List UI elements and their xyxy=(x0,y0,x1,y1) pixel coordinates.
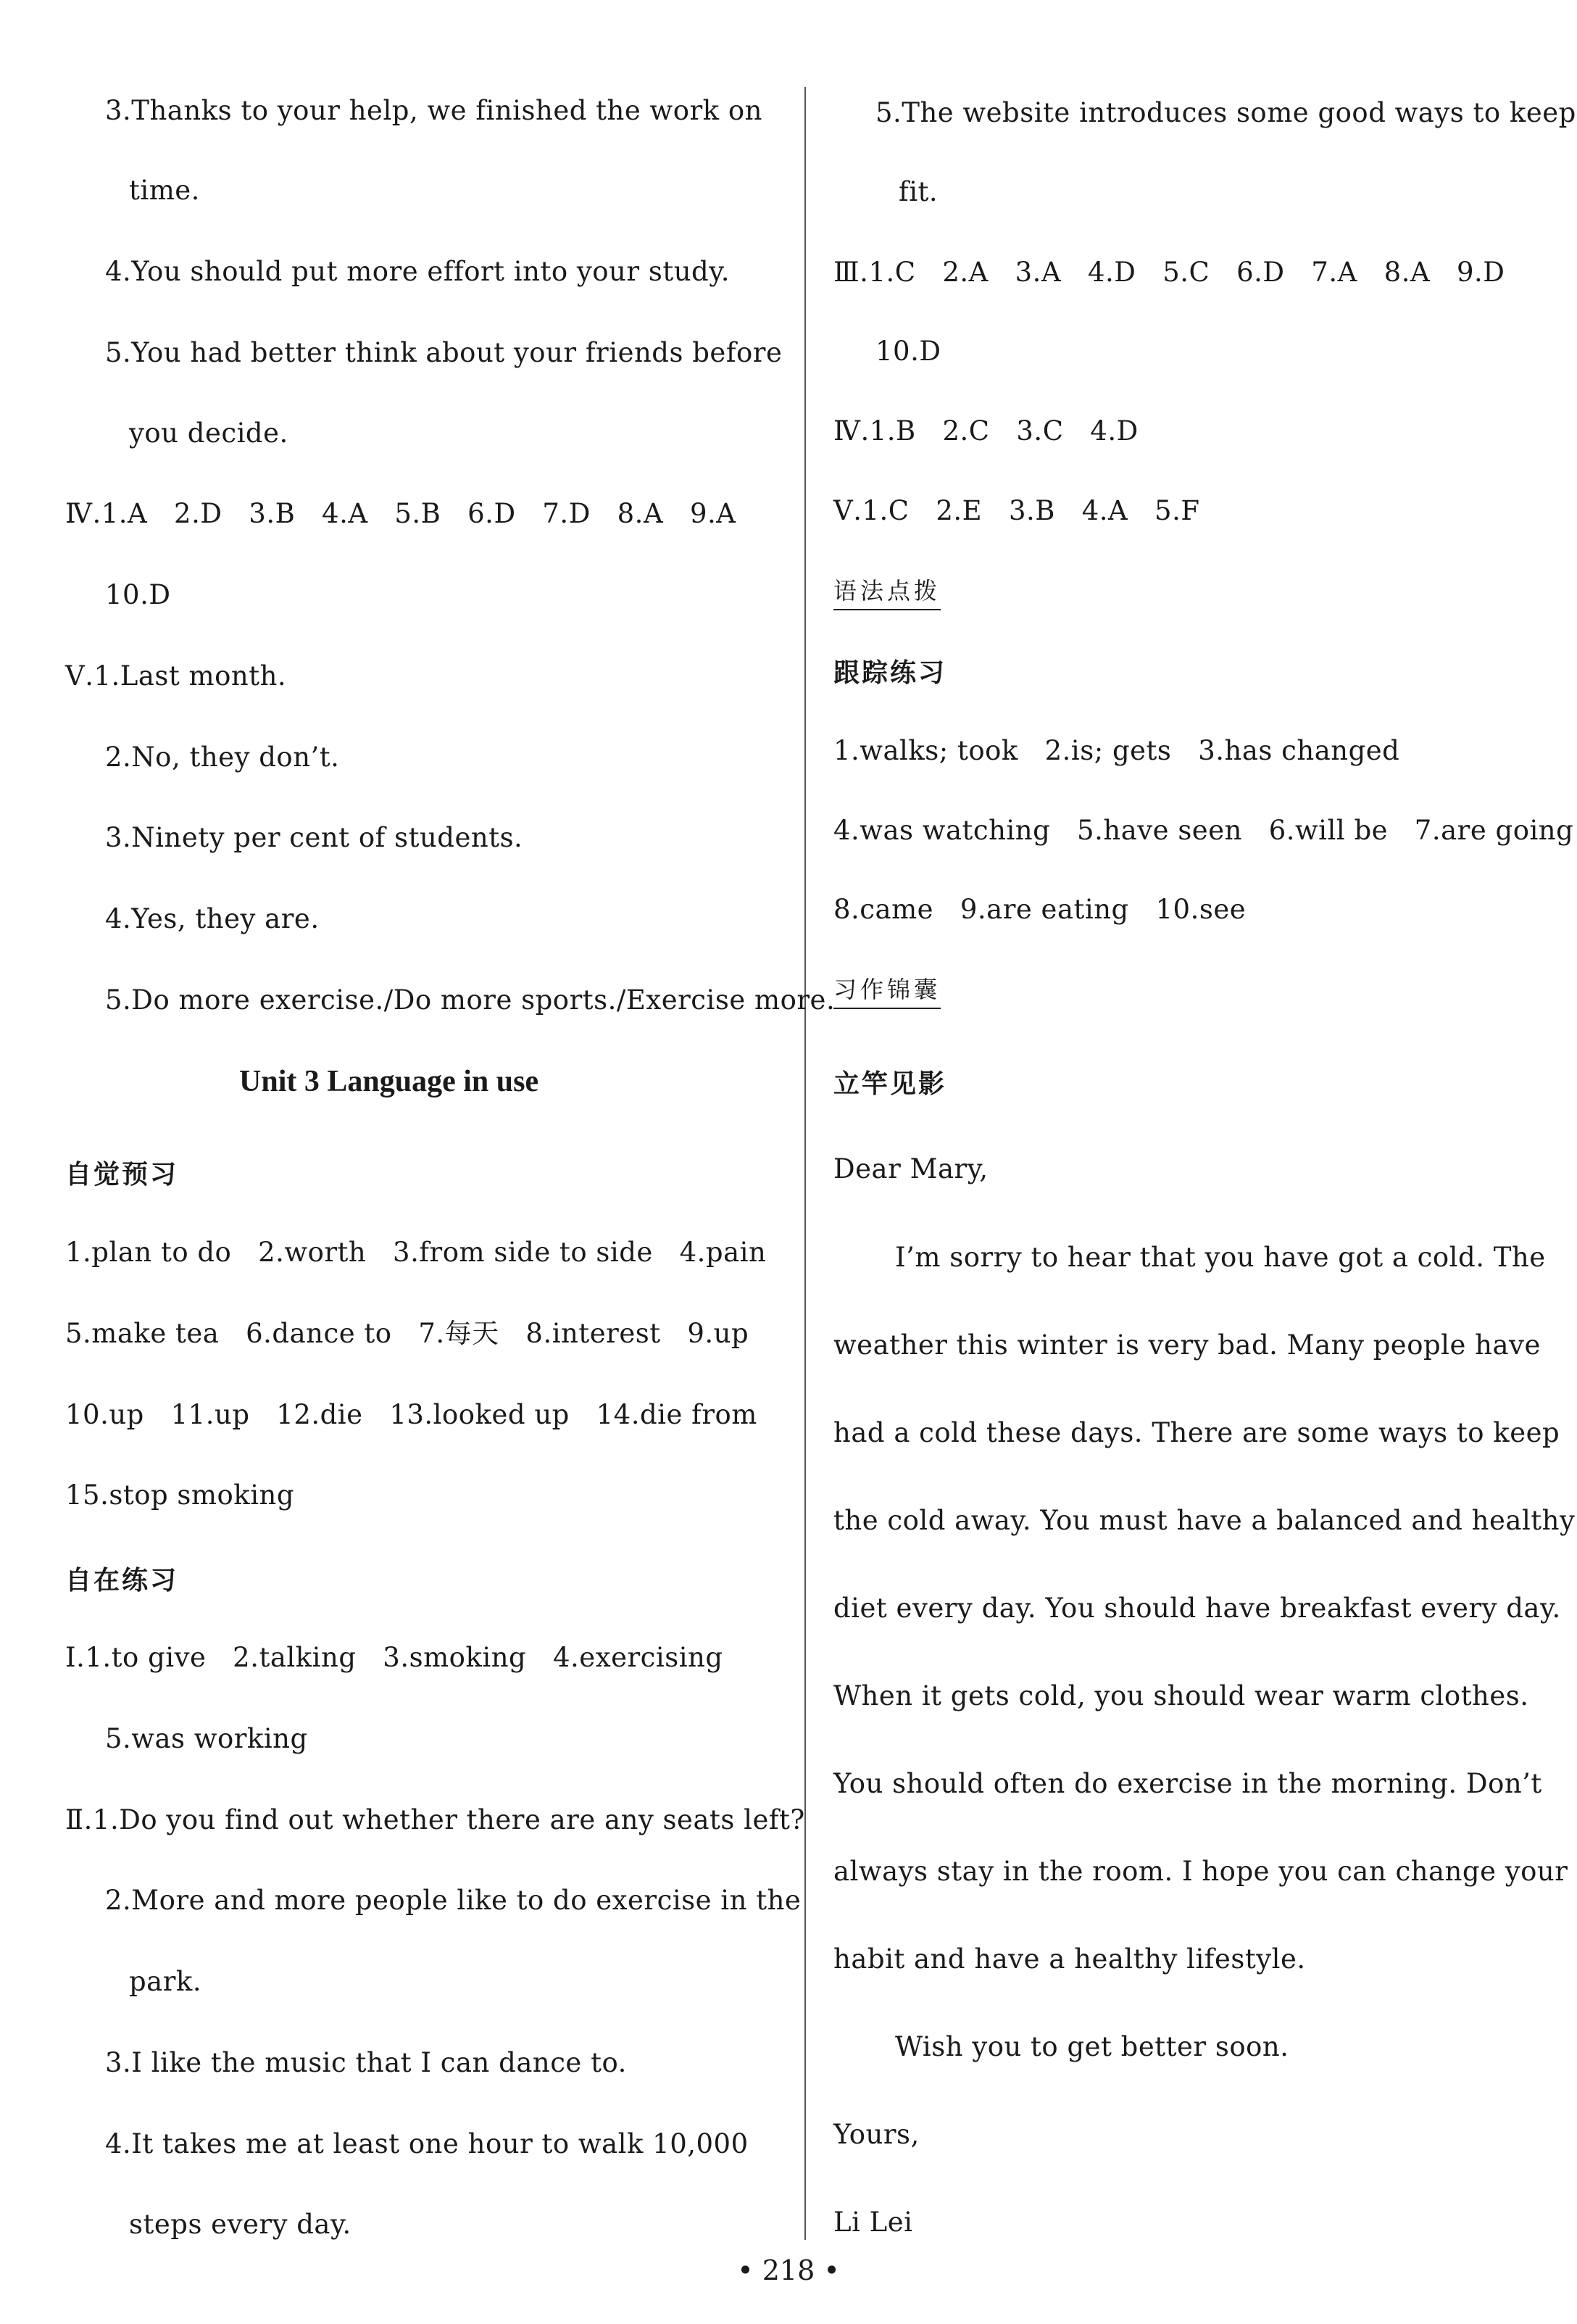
page-number: • 218 • xyxy=(737,2254,840,2286)
letter-greeting: Dear Mary, xyxy=(833,1153,989,1184)
unit-title: Unit 3 Language in use xyxy=(239,1065,539,1098)
answer-line: 2.More and more people like to do exercise in the xyxy=(105,1885,802,1916)
section-title-grammar: 语法点拨 xyxy=(833,573,941,610)
section-title-preview: 自觉预习 xyxy=(65,1160,179,1190)
answer-line: 5.make tea 6.dance to 7.每天 8.interest 9.up xyxy=(65,1318,749,1349)
column-divider xyxy=(804,87,806,2240)
letter-line: You should often do exercise in the morning. Don’t xyxy=(833,1768,1542,1799)
section-title-immediate: 立竿见影 xyxy=(833,1069,947,1099)
answer-line: 3.I like the music that I can dance to. xyxy=(105,2047,627,2078)
answer-line: 1.walks; took 2.is; gets 3.has changed xyxy=(833,735,1400,766)
section-title-practice: 自在练习 xyxy=(65,1566,179,1595)
letter-signature: Li Lei xyxy=(833,2207,913,2238)
answer-line: 5.You had better think about your friends before xyxy=(105,337,783,368)
answer-line: you decide. xyxy=(129,418,288,449)
answer-line: 10.D xyxy=(105,579,171,610)
answer-line: fit. xyxy=(899,176,939,207)
answer-line: 4.Yes, they are. xyxy=(105,903,320,934)
answer-line: 4.was watching 5.have seen 6.will be 7.are going xyxy=(833,815,1574,846)
answer-line: 5.The website introduces some good ways to keep xyxy=(875,97,1576,128)
answer-line: 3.Thanks to your help, we finished the work on xyxy=(105,95,762,126)
letter-line: When it gets cold, you should wear warm clothes. xyxy=(833,1680,1529,1711)
answer-line: 3.Ninety per cent of students. xyxy=(105,822,523,853)
answer-line: 5.was working xyxy=(105,1723,308,1754)
letter-closing: Yours, xyxy=(833,2119,920,2150)
section-title-tracking: 跟踪练习 xyxy=(833,658,947,688)
answer-line: 5.Do more exercise./Do more sports./Exercise more. xyxy=(105,984,836,1016)
letter-line: the cold away. You must have a balanced and healthy xyxy=(833,1505,1576,1536)
answer-line: 4.It takes me at least one hour to walk 10,000 xyxy=(105,2128,749,2159)
answer-line: Ⅳ.1.B 2.C 3.C 4.D xyxy=(833,415,1139,447)
letter-line: weather this winter is very bad. Many people have xyxy=(833,1329,1541,1361)
answer-line: 1.plan to do 2.worth 3.from side to side 4.pain xyxy=(65,1237,767,1268)
answer-line: 15.stop smoking xyxy=(65,1480,295,1511)
answer-line: Ⅳ.1.A 2.D 3.B 4.A 5.B 6.D 7.D 8.A 9.A xyxy=(65,498,736,529)
answer-line: 10.D xyxy=(875,336,941,367)
answer-line: 2.No, they don’t. xyxy=(105,742,340,773)
letter-line: habit and have a healthy lifestyle. xyxy=(833,1943,1306,1975)
answer-line: steps every day. xyxy=(129,2209,351,2240)
section-title-writing: 习作锦囊 xyxy=(833,971,941,1009)
answer-line: Ⅲ.1.C 2.A 3.A 4.D 5.C 6.D 7.A 8.A 9.D xyxy=(833,257,1505,288)
answer-line: Ⅴ.1.Last month. xyxy=(65,660,287,692)
answer-line: 8.came 9.are eating 10.see xyxy=(833,894,1247,925)
letter-wish: Wish you to get better soon. xyxy=(895,2031,1289,2062)
answer-line: 10.up 11.up 12.die 13.looked up 14.die from xyxy=(65,1399,757,1430)
answer-line: time. xyxy=(129,175,200,206)
letter-line: always stay in the room. I hope you can change your xyxy=(833,1856,1568,1887)
answer-line: 4.You should put more effort into your study. xyxy=(105,256,730,287)
letter-line: had a cold these days. There are some ways to keep xyxy=(833,1417,1560,1448)
answer-line: Ⅰ.1.to give 2.talking 3.smoking 4.exercising xyxy=(65,1642,723,1673)
letter-line: I’m sorry to hear that you have got a cold. The xyxy=(895,1242,1546,1273)
answer-line: Ⅴ.1.C 2.E 3.B 4.A 5.F xyxy=(833,495,1200,526)
letter-line: diet every day. You should have breakfast every day. xyxy=(833,1593,1561,1624)
answer-line: park. xyxy=(129,1966,202,1997)
answer-line: Ⅱ.1.Do you find out whether there are any seats left? xyxy=(65,1804,805,1835)
